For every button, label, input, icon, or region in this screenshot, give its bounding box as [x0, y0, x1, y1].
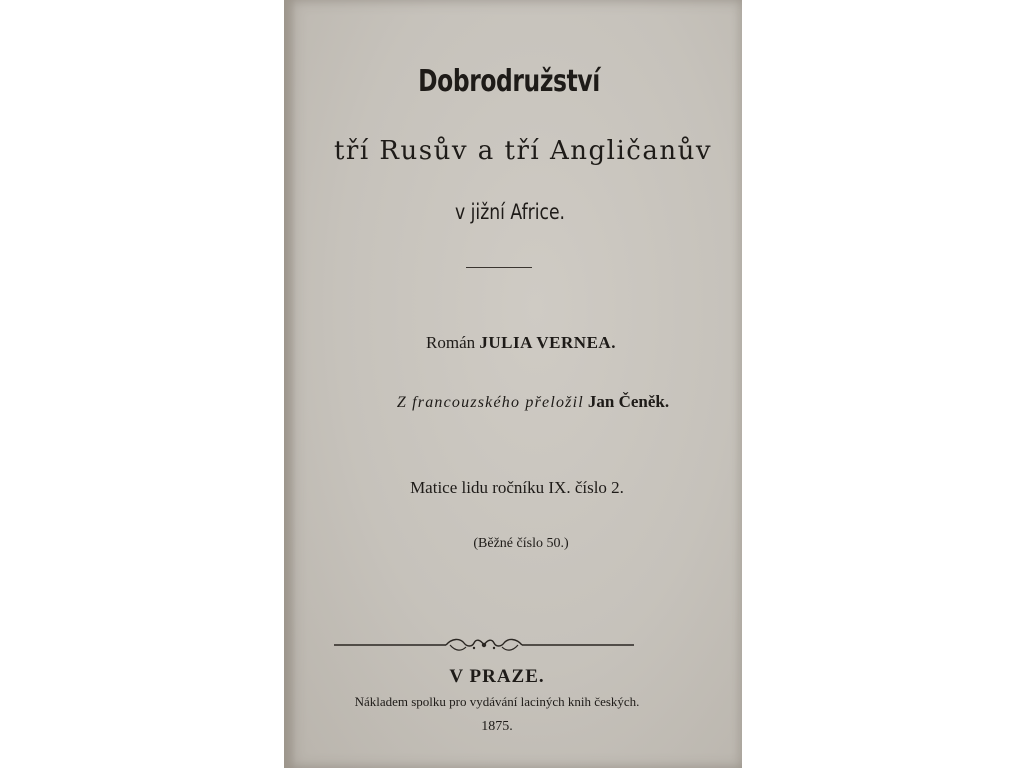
publication-year: 1875. — [481, 719, 513, 734]
decorative-ornament-rule — [334, 636, 634, 654]
translator-prefix: Z francouzského přeložil — [396, 394, 584, 411]
book-title: Dobrodružství — [418, 64, 600, 99]
title-divider — [466, 267, 532, 268]
translator-name: Jan Čeněk. — [587, 392, 670, 411]
page-gutter-shadow — [284, 0, 296, 768]
book-title-page — [284, 0, 742, 768]
book-subtitle: tří Rusův a tří Angličanův — [333, 136, 713, 166]
book-subtitle-place: v jižní Africe. — [454, 200, 566, 224]
author-prefix: Román — [426, 333, 476, 352]
translator-line — [304, 392, 742, 412]
author-name: JULIA VERNEA. — [479, 333, 616, 352]
series-info: Matice lidu ročníku IX. číslo 2. — [410, 478, 624, 497]
running-number: (Běžné číslo 50.) — [473, 536, 569, 551]
publication-city: V PRAZE. — [449, 666, 545, 687]
publisher-line: Nákladem spolku pro vydávání laciných knih českých. — [354, 694, 640, 709]
author-line — [292, 333, 742, 353]
